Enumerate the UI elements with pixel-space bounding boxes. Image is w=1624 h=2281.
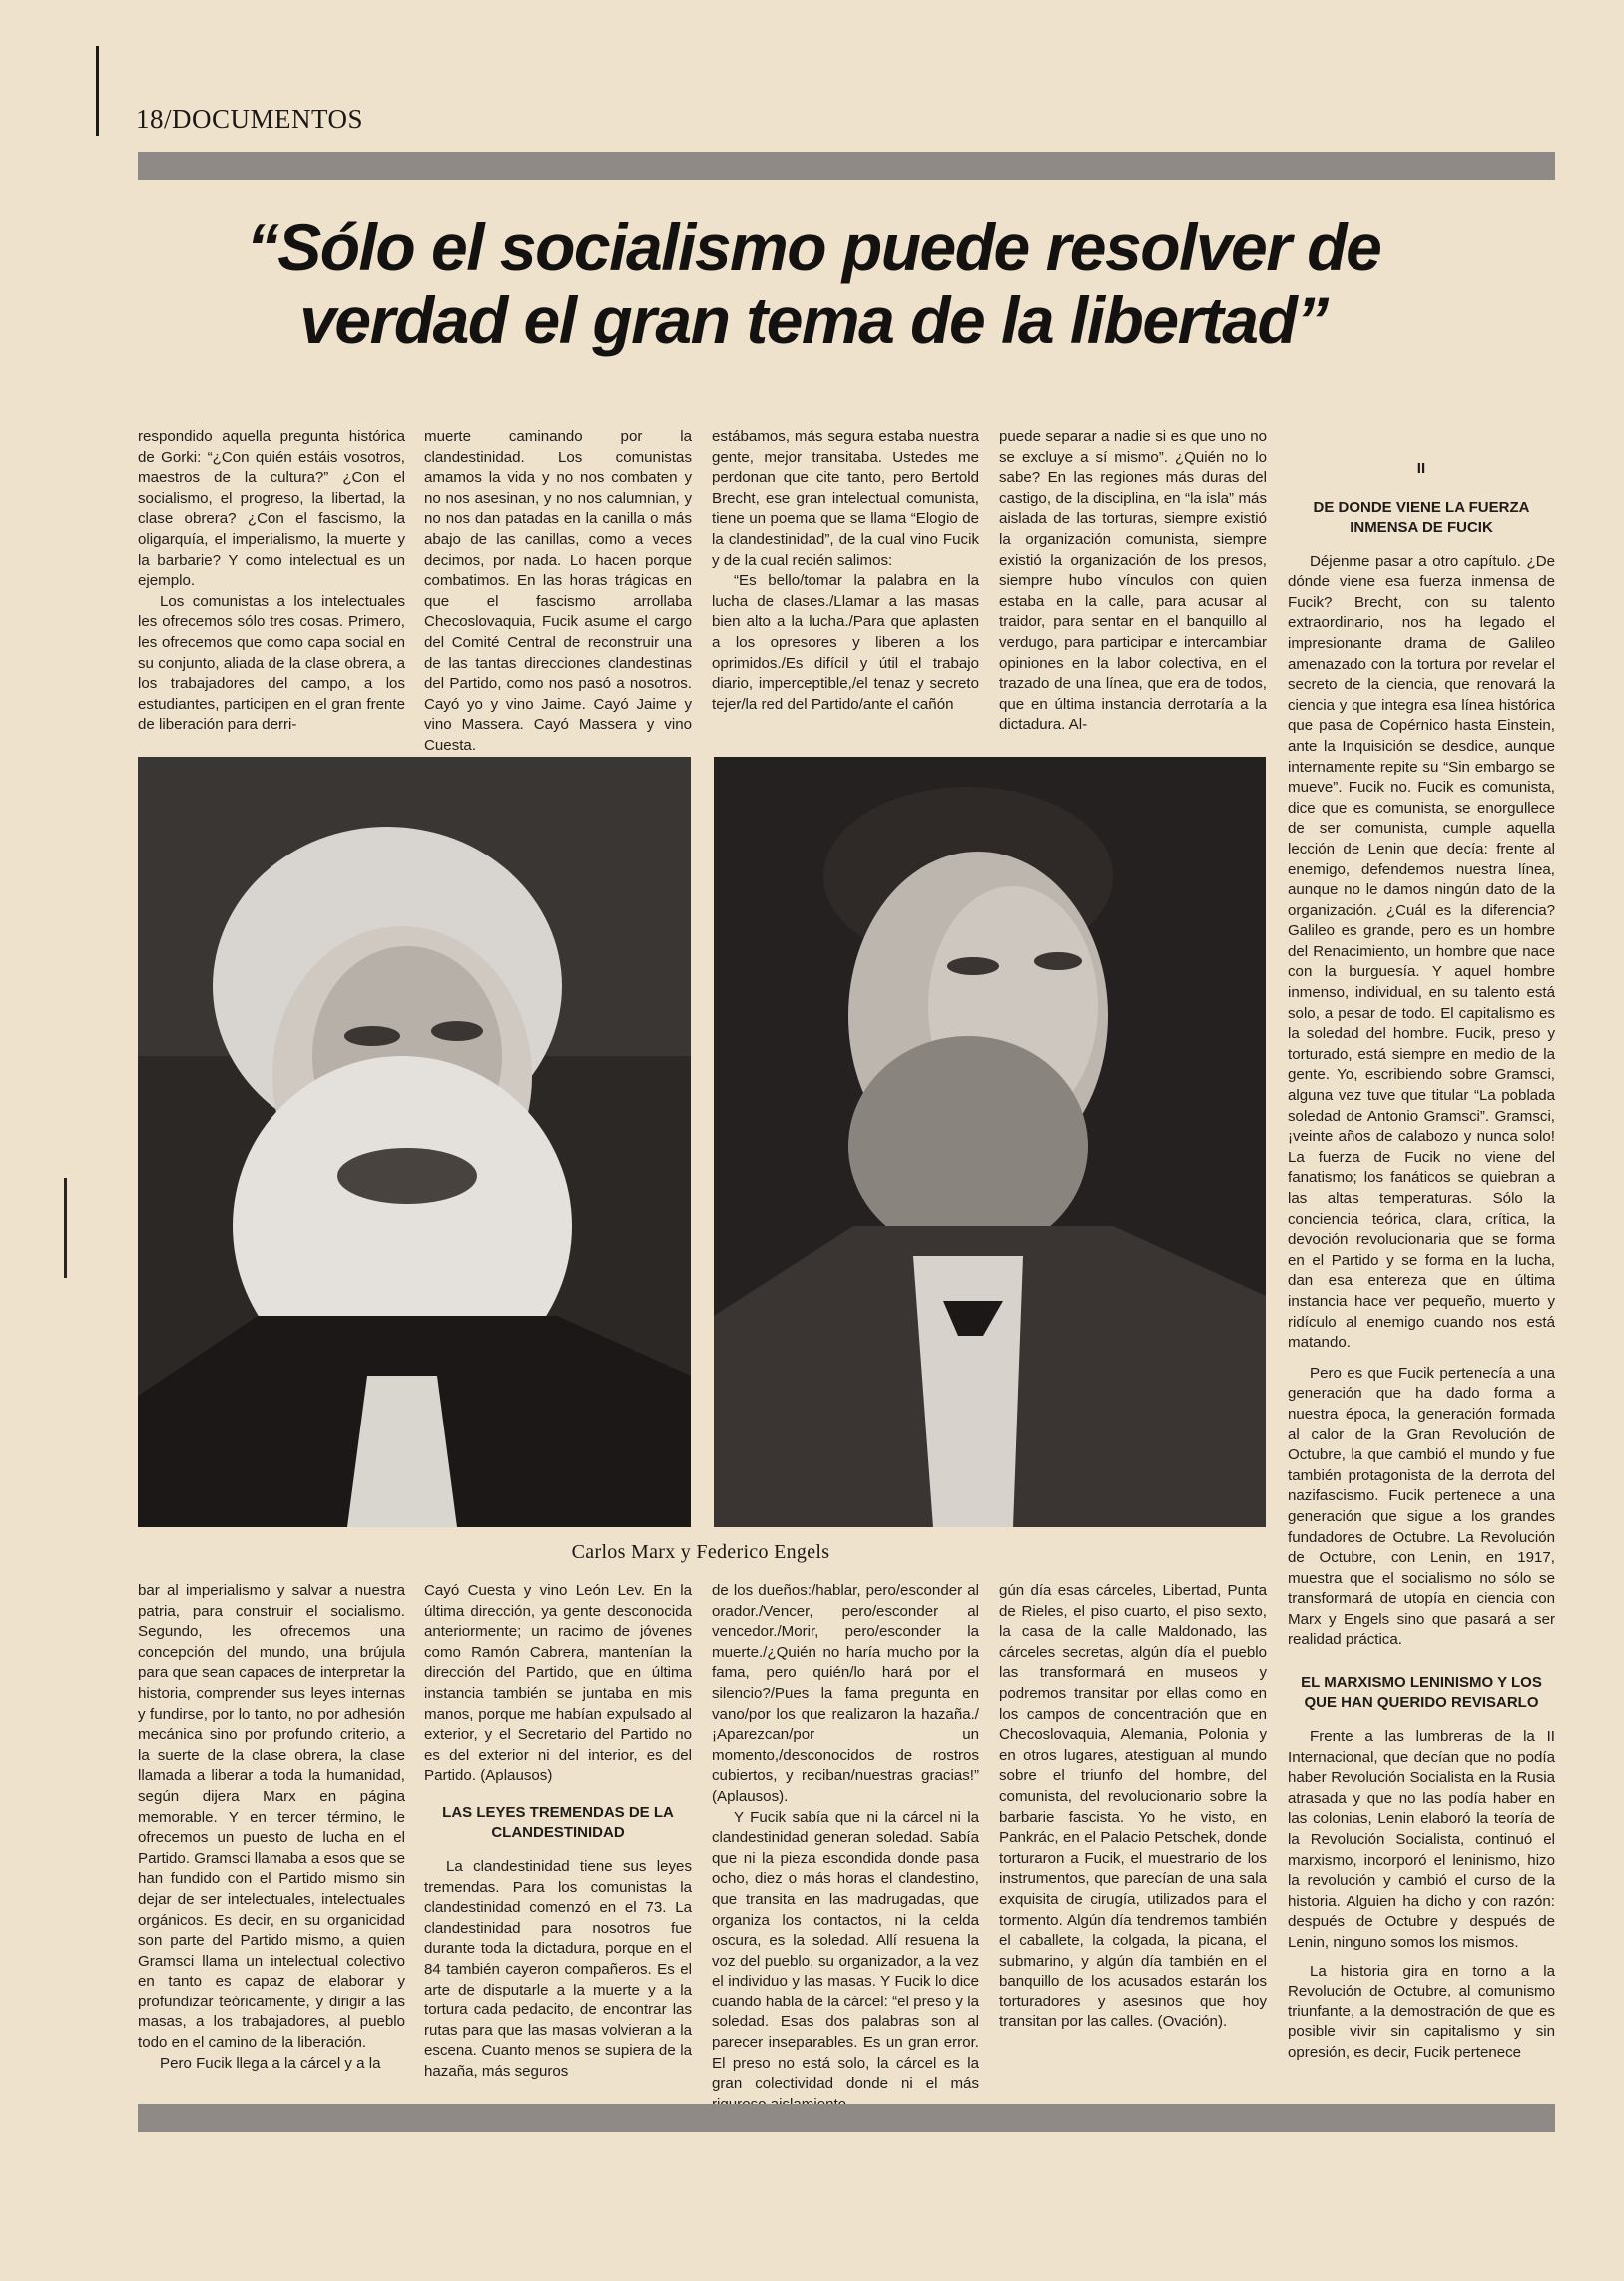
bottom-column-4 xyxy=(999,1581,1267,2096)
paragraph: Y Fucik sabía que ni la cárcel ni la clandestinidad generan soledad. Sabía que ni la pieza escondida donde pasa ocho, diez o más horas el clandestino, que transita en las madrugadas, que organiza los contactos, ni la celda oscura, es la soledad. Allí resuena la voz del pueblo, su organizador, a la vez el individuo y las masas. Y Fucik lo dice cuando habla de la cárcel: “el preso y la soledad. Esas dos palabras son al parecer inseparables. Es un gran error. El preso no está solo, la cárcel es la gran colectividad donde ni el más xyxy=(712,1808,979,2093)
section-number: II xyxy=(1416,460,1426,477)
top-rule xyxy=(138,152,1555,180)
paragraph: La historia gira en torno a la Revolución de Octubre, al comunismo triunfante, a la demostración de que es posible vivir sin capitalismo y sin opresión, es decir, Fucik pertenece xyxy=(1288,1962,1555,2061)
portrait-engels-image xyxy=(714,757,1266,1527)
photo-caption: Carlos Marx y Federico Engels xyxy=(571,1541,830,1563)
top-column-4 xyxy=(999,427,1267,739)
paragraph: de los dueños:/hablar, pero/esconder al orador./Vencer, pero/esconder al vencedor./Morir, pero/esconder la muerte./¿Quién no haría mucho por la fama, pero quién/lo hará por el silencio?/Pues la fama pregunta en vano/por los que realizaron la hazaña./¡Aparezcan/por un momento,/desconocidos de rostros cubiertos, y reciban/nuestras gracias!” (Aplausos). xyxy=(712,1582,979,1805)
right-column xyxy=(1288,451,1555,2098)
section-heading: LAS LEYES TREMENDAS DE LA CLANDESTINIDAD xyxy=(442,1803,674,1841)
paragraph: Los comunistas a los intelectuales les ofrecemos sólo tres cosas. Primero, les ofrecemos que como capa social en su conjunto, aliada de la clase obrera, a los trabajadores del campo, a los estudiantes, participen en el gran frente de liberación para derri- xyxy=(138,592,405,734)
portrait-marx-image xyxy=(138,757,691,1527)
paragraph: Déjenme pasar a otro capítulo. ¿De dónde viene esa fuerza inmensa de Fucik? Brecht, con su talento extraordinario, nos ha legado el impresionante drama de Galileo amenazado con la tortura por revelar el secreto de la ciencia, que renovará la ciencia y que integra esa línea histórica que pasa de Copérnico hasta Einstein, ante la Inquisición se desdice, aunque internamente repite su “Sin embargo se mueve”. Fucik no. Fucik es comunista, dice que es comunista, se enorgullece de ser comunista, cumple aquella lección de Lenin que decía: frente al enemigo, defendemos nuestra línea, aunque no le damos ningún dato de la organización. ¿Cuál es la diferencia? Galileo es grande, pero es un hombre del Renacimiento, un hombre que nace con la burguesía. Y aquel hombre inmenso, individual, en su talento está solo, a pesar de todo. El capitalismo es la soledad del hombre. Fucik, preso y torturado, está siempre en medio de la gente. Yo, escribiendo sobre Gramsci, alguna vez tuve que titular “La poblada soledad de Antonio Gramsci”. Gramsci, ¡veinte años de calabozo y nunca solo! La fuerza de Fucik no viene del fanatismo; los fanáticos se quiebran a las altas temperaturas. Sólo la conciencia teórica, clara, crítica, la devoción revolucionaria que se forma en el Partido y se forma en la lucha, dan esa entereza que en última instancia hace ver pequeño, muerto y ridículo al enemigo cuando nos está matando. xyxy=(1288,552,1555,1352)
top-column-3 xyxy=(712,427,979,739)
paragraph: Cayó Cuesta y vino León Lev. En la última dirección, ya gente desconocida anteriormente; un racimo de jóvenes como Ramón Cabrera, mantenían la dirección del Partido, que en última instancia también se juntaba en mis manos, porque me habían expulsado al exterior, y el Secretario del Partido no es del exterior ni del interior, es del Partido. (Aplausos) xyxy=(424,1582,692,1785)
paragraph: muerte caminando por la clandestinidad. Los comunistas amamos la vida y no nos combaten y no nos asesinan, y no nos calumnian, y no nos dan patadas en la canilla o más abajo de las canillas, como a veces decimos, por nada. Lo hacen porque combatimos. En las horas trágicas en que el fascismo arrollaba Checoslovaquia, Fucik asume el cargo del Comité Central de reconstruir una de las tantas direcciones clandestinas del Partido, como nos pasó a nosotros. Cayó yo y vino Jaime. Cayó Jaime y vino Massera. Cayó Massera y vino Cuesta. xyxy=(424,428,692,754)
headline: “Sólo el socialismo puede resolver de verdad el gran tema de la libertad” xyxy=(246,210,1381,357)
bottom-column-2 xyxy=(424,1581,692,2096)
top-column-2 xyxy=(424,427,692,754)
bottom-column-3 xyxy=(712,1581,979,2096)
page-edge-mark xyxy=(64,1178,67,1278)
paragraph: Frente a las lumbreras de la II Internacional, que decían que no podía haber Revolución Socialista en la Rusia atrasada y que no las podía haber en las colonias, Lenin elaboró la teoría de la Revolución Socialista, continuó el marxismo, incorporó el leninismo, hizo la revolución y cambió el curso de la historia. Alguien ha dicho y con razón: después de Octubre y después de Lenin, ninguno somos los mismos. xyxy=(1288,1728,1555,1951)
paragraph: bar al imperialismo y salvar a nuestra patria, para construir el socialismo. Segundo, les ofrecemos una concepción del mundo, una brújula para que sean capaces de interpretar la historia, comprender sus leyes internas y fundirse, por lo tanto, no por adhesión mecánica sino por profundo criterio, a la suerte de la clase obrera, la clase llamada a liberar a toda la humanidad, según dijera Marx en página memorable. Y en tercer término, le ofrecemos un puesto de lucha en el Partido. Gramsci llamaba a esos que se han fundido con el Partido mismo sin dejar de ser intelectuales, intelectuales orgánicos. Es decir, en su organicidad son parte del Partido mismo, a quien Gramsci llama un intelectual colectivo en tanto es capaz de elaborar y profundizar teóricamente, y dirigir a las masas, a los trabajadores, al pueblo todo en el camino de la liberación. xyxy=(138,1582,405,2052)
bottom-column-1 xyxy=(138,1581,405,2096)
paragraph: La clandestinidad tiene sus leyes tremendas. Para los comunistas la clandestinidad comenzó en el 73. La clandestinidad para nosotros fue durante toda la dictadura, porque en el 84 también cayeron compañeros. Es el arte de disputarle a la muerte y a la tortura cada pedacito, de encontrar las rutas para que las masas volvieran a la escena. Cuanto menos se supiera de la hazaña, más seguros xyxy=(424,1857,692,2080)
bottom-rule xyxy=(138,2104,1555,2132)
section-heading: DE DONDE VIENE LA FUERZA INMENSA DE FUCIK xyxy=(1313,498,1530,536)
paragraph: puede separar a nadie si es que uno no se excluye a sí mismo”. ¿Quién no lo sabe? En las regiones más duras del castigo, de la disciplina, en “la isla” más aislada de las torturas, siempre existió la organización comunista, siempre existió la organización de los presos, siempre hubo vínculos con quien estaba en la calle, para acusar al traidor, para sentar en el banquillo al verdugo, para participar e intercambiar opiniones en la labor colectiva, en el trazado de una línea, que era de todos, que en última instancia derrotaría a la dictadura. Al- xyxy=(999,428,1267,734)
portrait-engels-photo xyxy=(714,757,1266,1527)
page-edge-mark xyxy=(96,46,99,136)
paragraph: Pero Fucik llega a la cárcel y a la xyxy=(160,2054,381,2072)
top-column-1 xyxy=(138,427,405,739)
paragraph: respondido aquella pregunta histórica de Gorki: “¿Con quién estáis vosotros, maestros de la cultura?” ¿Con el socialismo, el progreso, la libertad, la clase obrera? ¿Con el fascismo, la oligarquía, el imperialismo, la muerte y la barbarie? Y como intelectual es un ejemplo. xyxy=(138,428,405,590)
paragraph: Pero es que Fucik pertenecía a una generación que ha dado forma a nuestra época, la generación formada al calor de la Gran Revolución de Octubre, la que cambió el mundo y fue también protagonista de la derrota del nazifascismo. Fucik pertenece a una generación que sigue a los grandes fundadores de Octubre. La Revolución de Octubre, con Lenin, en 1917, muestra que el socialismo no sólo se transformará de utopía en ciencia con Marx y Engels sino que pasará a ser realidad práctica. xyxy=(1288,1364,1555,1649)
paragraph: gún día esas cárceles, Libertad, Punta de Rieles, el piso cuarto, el piso sexto, la casa de la calle Maldonado, las cárceles secretas, algún día el pueblo las transformará en museos y podremos transitar por ellas como en los campos de concentración que en Checoslovaquia, Alemania, Polonia y en otros lugares, atestiguan al mundo sobre el triunfo del hombre, del comunista, del revolucionario sobre la barbarie fascista. Yo he visto, en Pankrác, en el Palacio Petschek, donde torturaron a Fucik, el muestrario de los instrumentos, que parecían de una sala exquisita de cirugía, utilizados para el tormento. Algún día tendremos también el caballete, la colgada, la picana, el submarino, y algún día también en el banquillo de los acusados estarán los torturadores y asesinos que hoy transitan por las calles. (Ovación). xyxy=(999,1582,1267,2031)
section-heading: EL MARXISMO LENINISMO Y LOS QUE HAN QUERIDO REVISARLO xyxy=(1301,1674,1542,1712)
portrait-marx-photo xyxy=(138,757,691,1527)
running-head: 18/DOCUMENTOS xyxy=(136,104,364,134)
paragraph: estábamos, más segura estaba nuestra gente, mejor transitaba. Ustedes me perdonan que cite tanto, pero Bertold Brecht, ese gran intelectual comunista, tiene un poema que se llama “Elogio de la clandestinidad”, de la cual vino Fucik y de la cual recién salimos: xyxy=(712,428,979,569)
paragraph: “Es bello/tomar la palabra en la lucha de clases./Llamar a las masas bien alto a la lucha./Para que aplasten a los opresores y liberen a los oprimidos./Es difícil y útil el trabajo diario, imperceptible,/el tenaz y secreto tejer/la red del Partido/ante el cañón xyxy=(712,572,979,713)
